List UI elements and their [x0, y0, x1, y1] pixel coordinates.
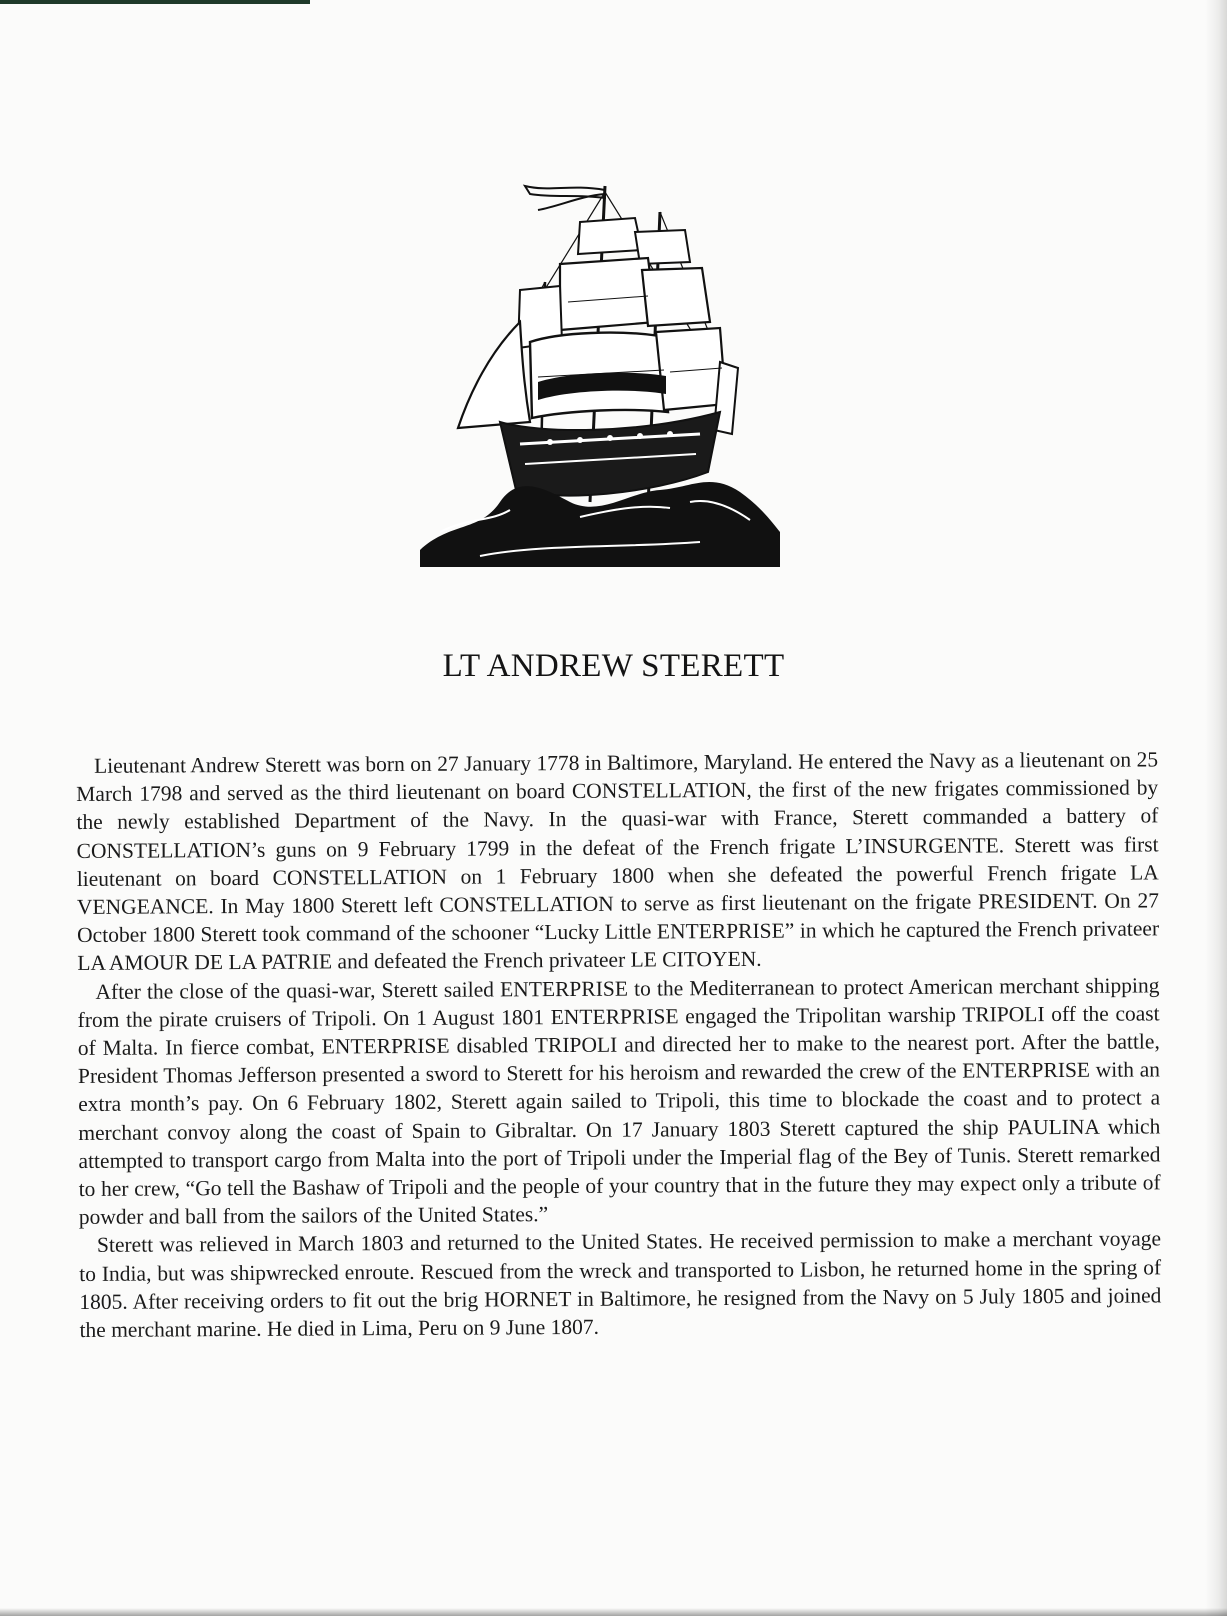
page-bottom-edge — [0, 1608, 1227, 1616]
page-top-edge — [0, 0, 310, 4]
paragraph-1: Lieutenant Andrew Sterett was born on 27 January 1778 in Baltimore, Maryland. He entered the Navy as a lieutenant on 25 March 1798 and served as the third lieutenant on board CONSTELLATION, the first of the new frigates commissioned by the newly established Department of the Navy. In the quasi-war with France, Sterett commanded a battery of CONSTELLATION’s guns on 9 February 1799 in the defeat of the French frigate L’INSURGENTE. Sterett was first lieutenant on board CONSTELLATION on 1 February 1800 when she defeated the powerful French frigate LA VENGEANCE. In May 1800 Sterett left CONSTELLATION to serve as first lieutenant on the frigate PRESIDENT. On 27 October 1800 Sterett took command of the schooner “Lucky Little ENTERPRISE” in which he captured the French privateer LA AMOUR DE LA PATRIE and defeated the French privateer LE CITOYEN. — [76, 747, 1160, 976]
page-title: LT ANDREW STERETT — [442, 648, 785, 684]
paragraph-2: After the close of the quasi-war, Sterett sailed ENTERPRISE to the Mediterranean to protect American merchant shipping from the pirate cruisers of Tripoli. On 1 August 1801 ENTERPRISE engaged the Tripolitan warship TRIPOLI off the coast of Malta. In fierce combat, ENTERPRISE disabled TRIPOLI and directed her to make to the nearest port. After the battle, President Thomas Jefferson presented a sword to Sterett for his heroism and rewarded the crew of the ENTERPRISE with an extra month’s pay. On 6 February 1802, Sterett again sailed to Tripoli, this time to blockade the coast and to protect a merchant convoy along the coast of Spain to Gibraltar. On 17 January 1803 Sterett captured the ship PAULINA which attempted to transport cargo from Malta into the port of Tripoli under the Imperial flag of the Bey of Tunis. Sterett remarked to her crew, “Go tell the Bashaw of Tripoli and the people of your country that in the future they may expect only a tribute of powder and ball from the sailors of the United States.” — [77, 973, 1161, 1230]
paragraph-3: Sterett was relieved in March 1803 and returned to the United States. He received permission to make a merchant voyage to India, but was shipwrecked enroute. Rescued from the wreck and transported to Lisbon, he returned home in the spring of 1805. After receiving orders to fit out the brig HORNET in Baltimore, he resigned from the Navy on 5 July 1805 and joined the merchant marine. He died in Lima, Peru on 9 June 1807. — [79, 1226, 1162, 1343]
sailing-ship-illustration — [420, 172, 780, 592]
page-fold-shadow — [1205, 0, 1227, 1616]
article-body — [76, 745, 1162, 1344]
